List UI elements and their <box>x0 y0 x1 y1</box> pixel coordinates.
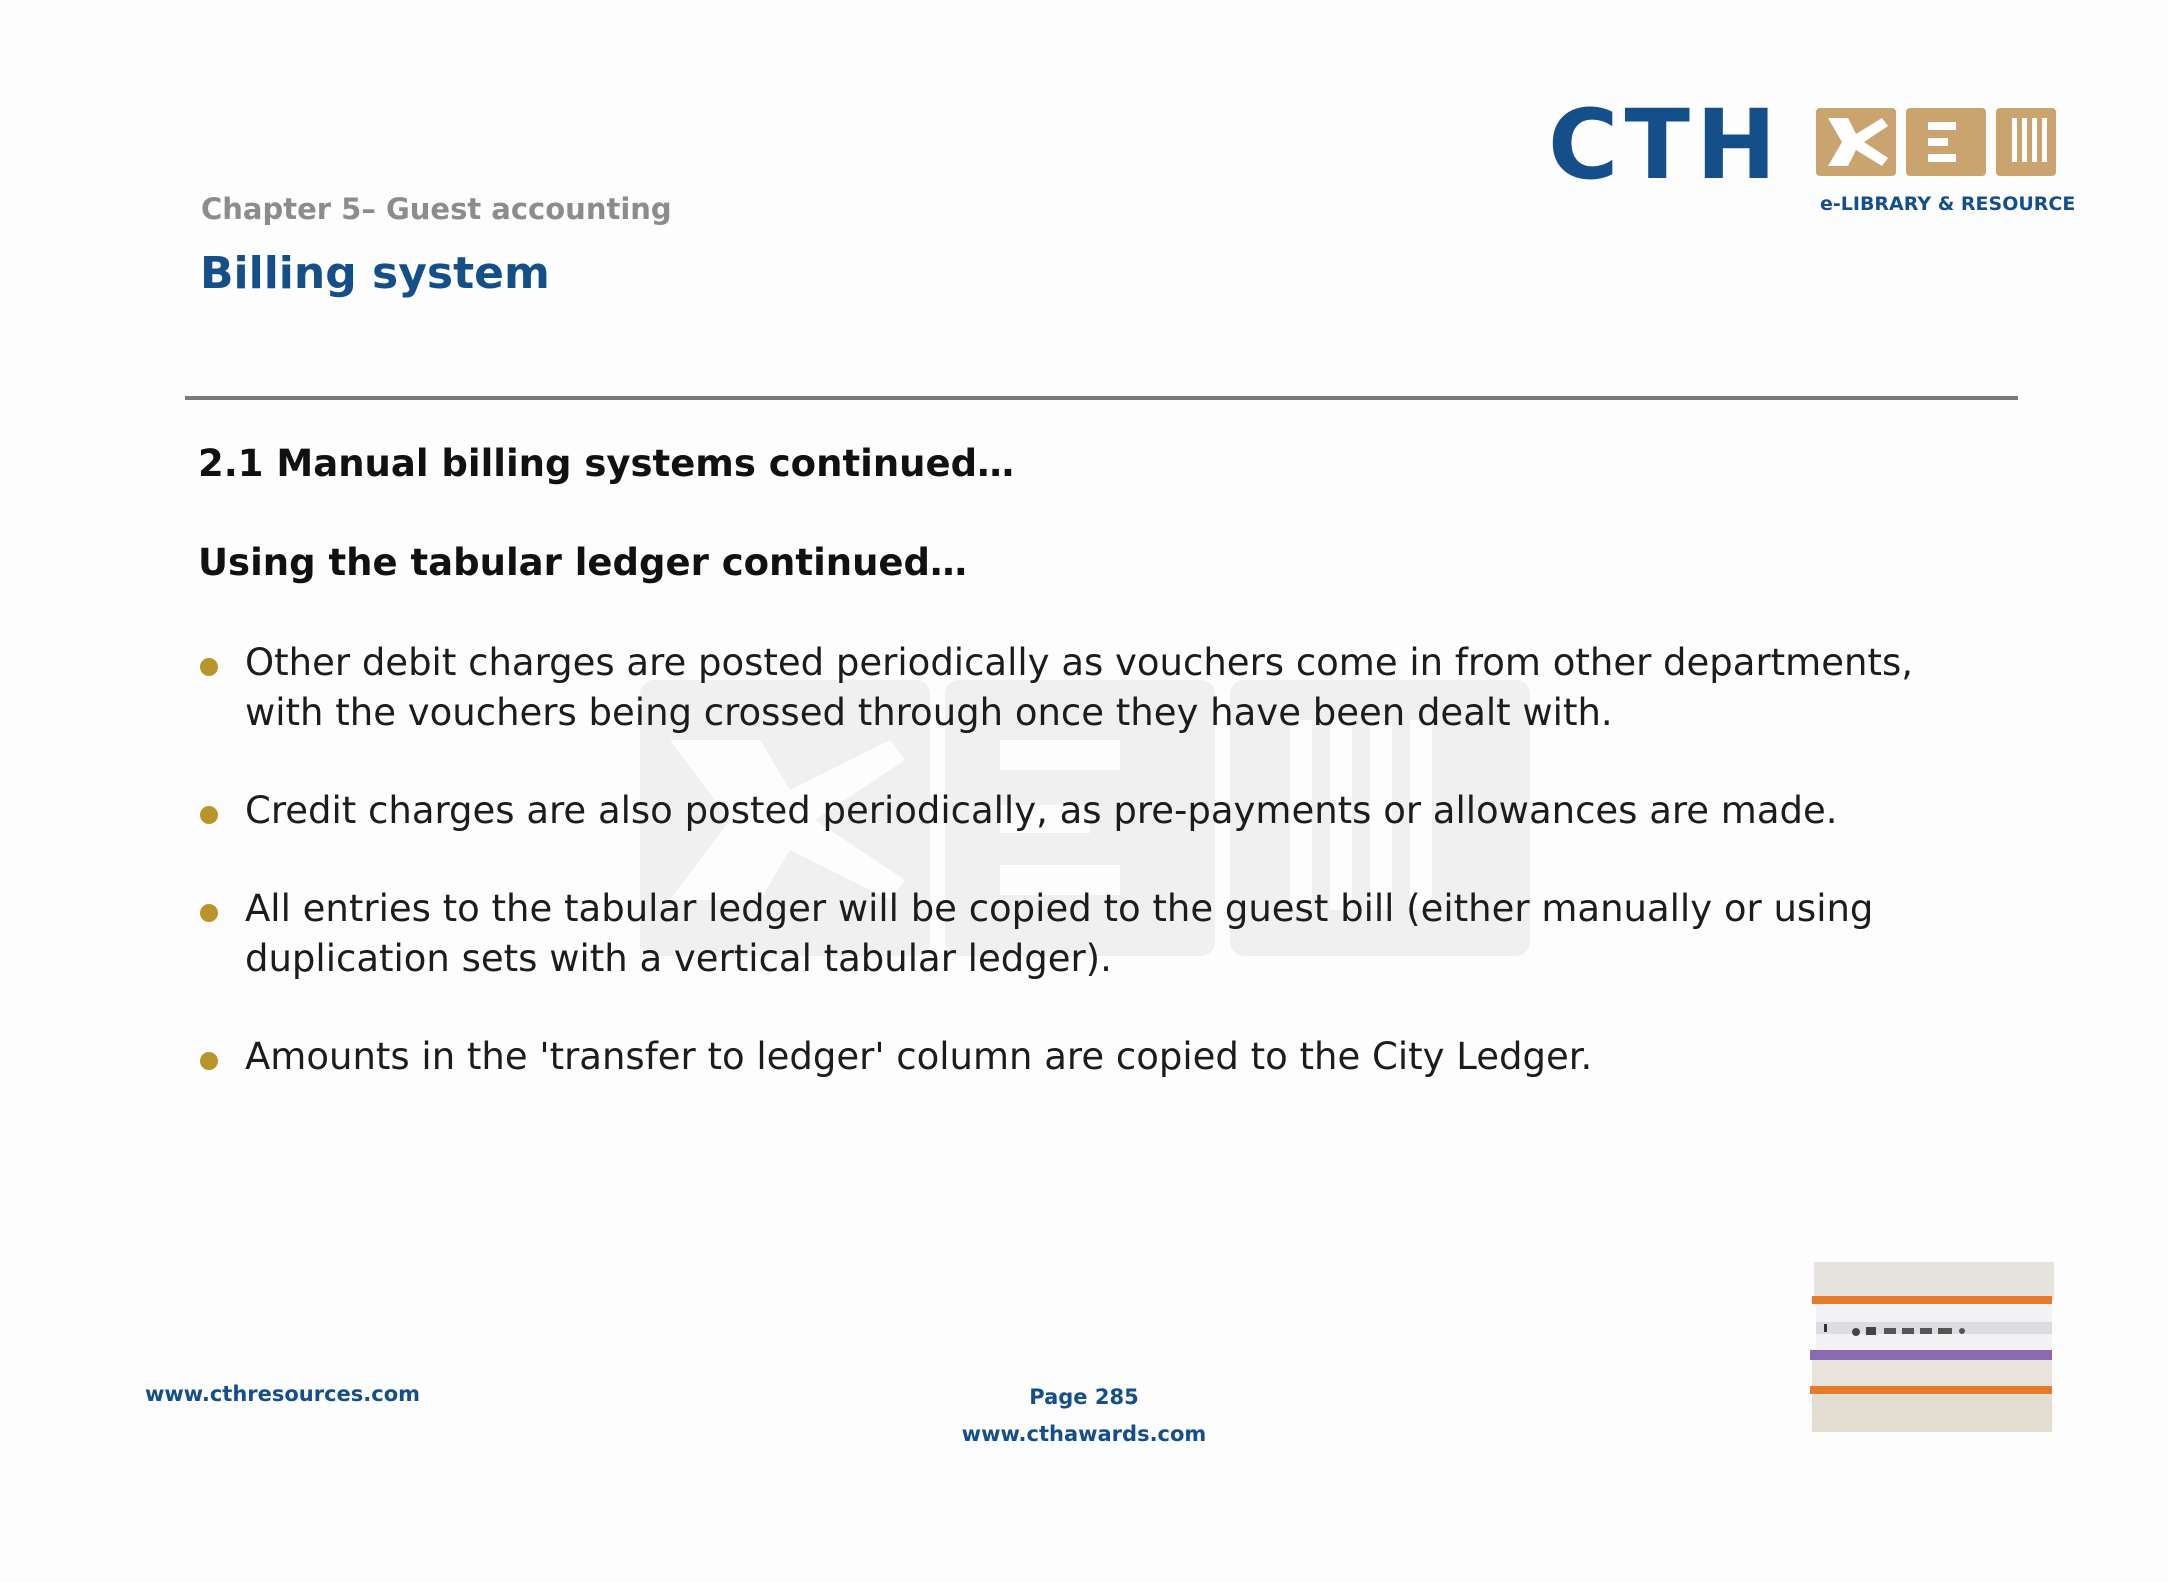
bullet-icon <box>200 658 218 676</box>
bullet-text: Credit charges are also posted periodically, as pre-payments or allowances are made. <box>245 789 1838 832</box>
bullet-icon <box>200 1052 218 1070</box>
bullet-text: Other debit charges are posted periodically as vouchers come in from other departments, with the vouchers being crossed through once they have been dealt with. <box>245 641 1913 734</box>
logo-text: CTH <box>1548 89 1783 201</box>
bullet-list <box>200 638 1960 1130</box>
list-item <box>200 884 1960 984</box>
bullet-icon <box>200 904 218 922</box>
cth-logo <box>1548 89 2076 220</box>
chapter-label: Chapter 5– Guest accounting <box>201 192 672 226</box>
list-item <box>200 638 1960 738</box>
bullet-icon <box>200 806 218 824</box>
list-item <box>200 1032 1960 1082</box>
subheading: Using the tabular ledger continued… <box>198 541 968 584</box>
list-item <box>200 786 1960 836</box>
footer-awards-link[interactable]: www.cthawards.com <box>961 1422 1207 1446</box>
section-heading: 2.1 Manual billing systems continued… <box>198 442 1015 485</box>
logo-tiles <box>1816 108 2056 176</box>
footer-resources-link[interactable]: www.cthresources.com <box>145 1382 421 1406</box>
page-number: Page 285 <box>1029 1385 1139 1409</box>
bullet-text: Amounts in the 'transfer to ledger' column are copied to the City Ledger. <box>245 1035 1593 1078</box>
header-divider <box>185 396 2018 400</box>
bullet-text: All entries to the tabular ledger will be copied to the guest bill (either manually or using duplication sets with a vertical tabular ledger). <box>245 887 1874 980</box>
page-title: Billing system <box>200 248 550 299</box>
logo-subtext: e-LIBRARY & RESOURCE <box>1820 193 2076 215</box>
